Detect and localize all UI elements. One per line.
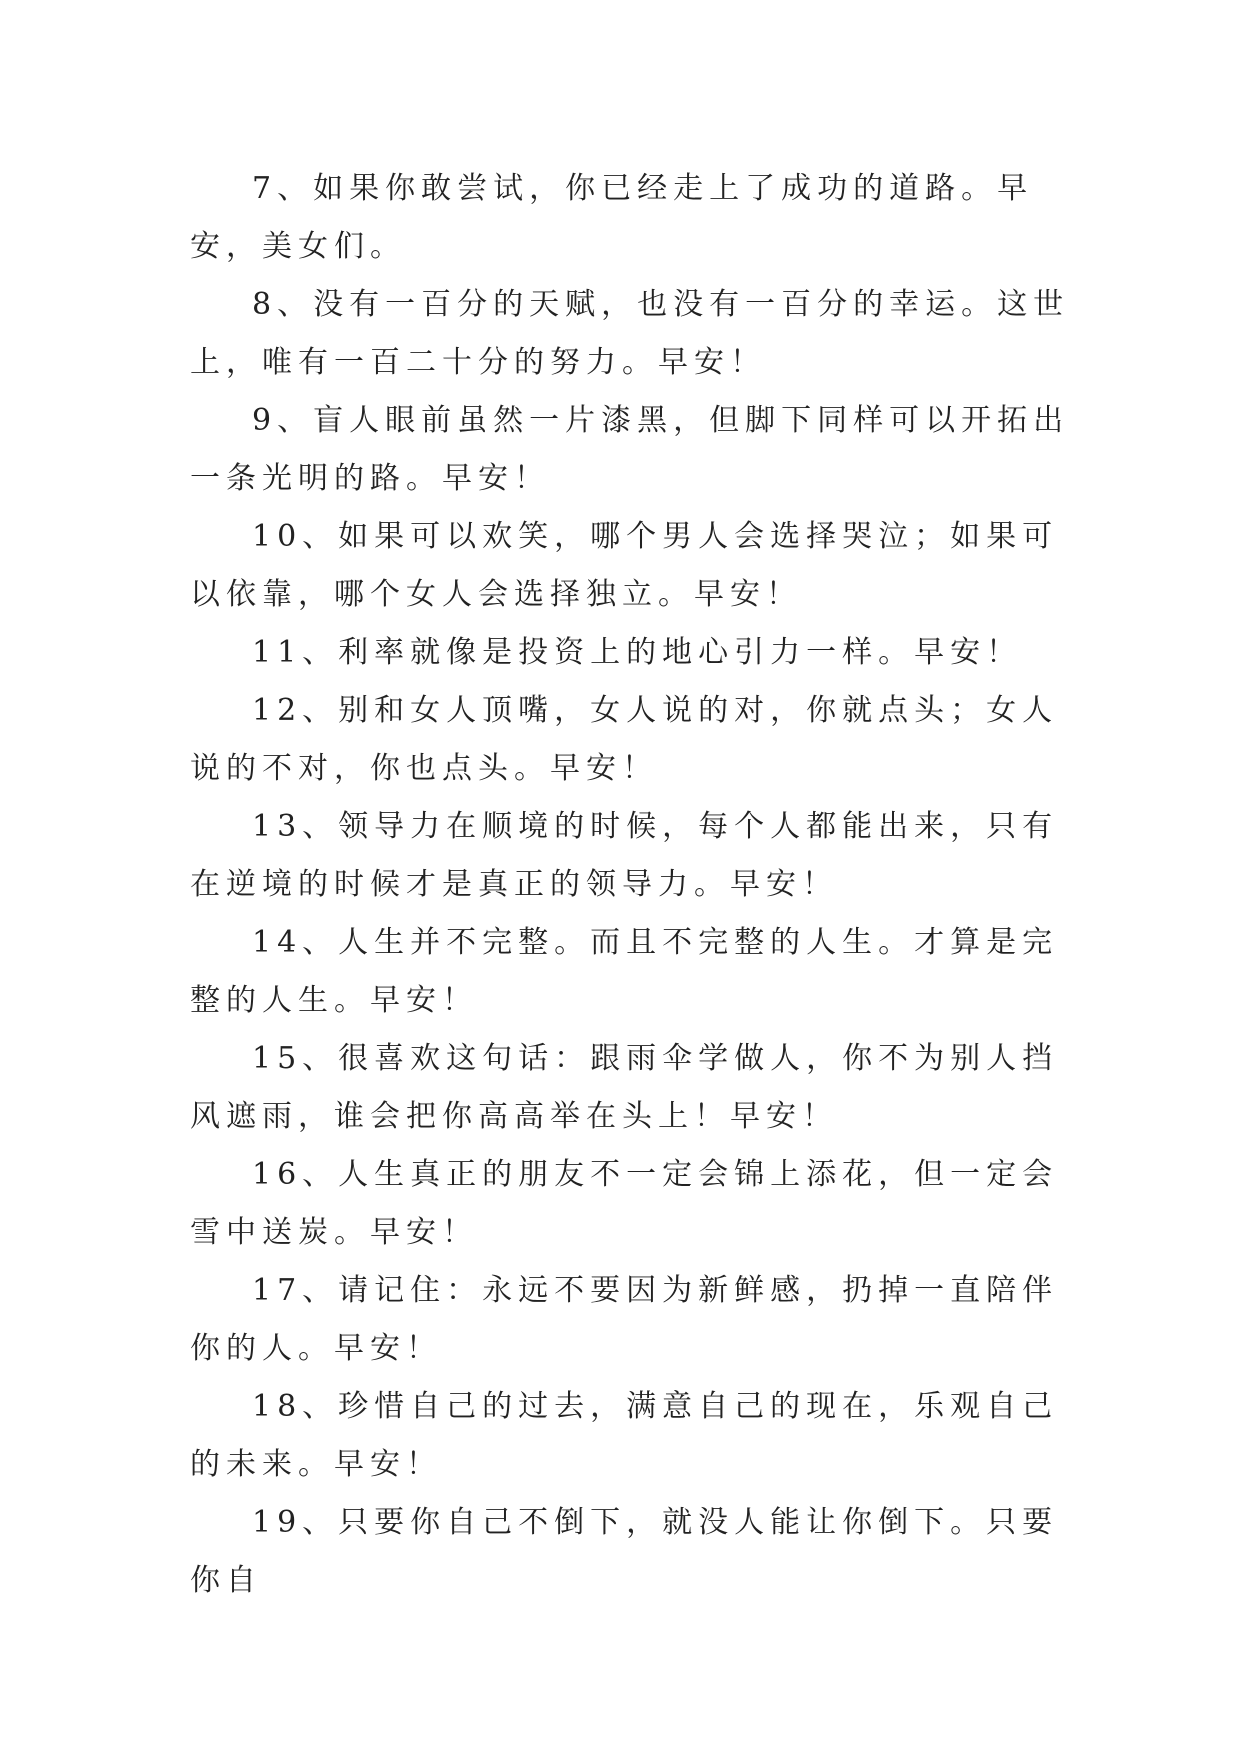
paragraph-15: 15、很喜欢这句话：跟雨伞学做人，你不为别人挡风遮雨，谁会把你高高举在头上！早安！ xyxy=(190,1041,1059,1134)
paragraph-18: 18、珍惜自己的过去，满意自己的现在，乐观自己的未来。早安！ xyxy=(190,1389,1059,1482)
paragraph-10: 10、如果可以欢笑，哪个男人会选择哭泣；如果可以依靠，哪个女人会选择独立。早安！ xyxy=(190,519,1059,612)
paragraph-19: 19、只要你自己不倒下，就没人能让你倒下。只要你自 xyxy=(190,1505,1059,1598)
paragraph-13: 13、领导力在顺境的时候，每个人都能出来，只有在逆境的时候才是真正的领导力。早安！ xyxy=(190,809,1059,902)
paragraph-9: 9、盲人眼前虽然一片漆黑，但脚下同样可以开拓出一条光明的路。早安！ xyxy=(190,403,1070,496)
paragraph-11: 11、利率就像是投资上的地心引力一样。早安！ xyxy=(252,635,1023,670)
paragraph-12: 12、别和女人顶嘴，女人说的对，你就点头；女人说的不对，你也点头。早安！ xyxy=(190,693,1059,786)
paragraph-8: 8、没有一百分的天赋，也没有一百分的幸运。这世上，唯有一百二十分的努力。早安！ xyxy=(190,287,1070,380)
paragraph-14: 14、人生并不完整。而且不完整的人生。才算是完整的人生。早安！ xyxy=(190,925,1059,1018)
paragraph-16: 16、人生真正的朋友不一定会锦上添花，但一定会雪中送炭。早安！ xyxy=(190,1157,1059,1250)
document-body xyxy=(190,160,1070,1610)
paragraph-17: 17、请记住：永远不要因为新鲜感，扔掉一直陪伴你的人。早安！ xyxy=(190,1273,1059,1366)
paragraph-7: 7、如果你敢尝试，你已经走上了成功的道路。早安，美女们。 xyxy=(190,171,1034,264)
